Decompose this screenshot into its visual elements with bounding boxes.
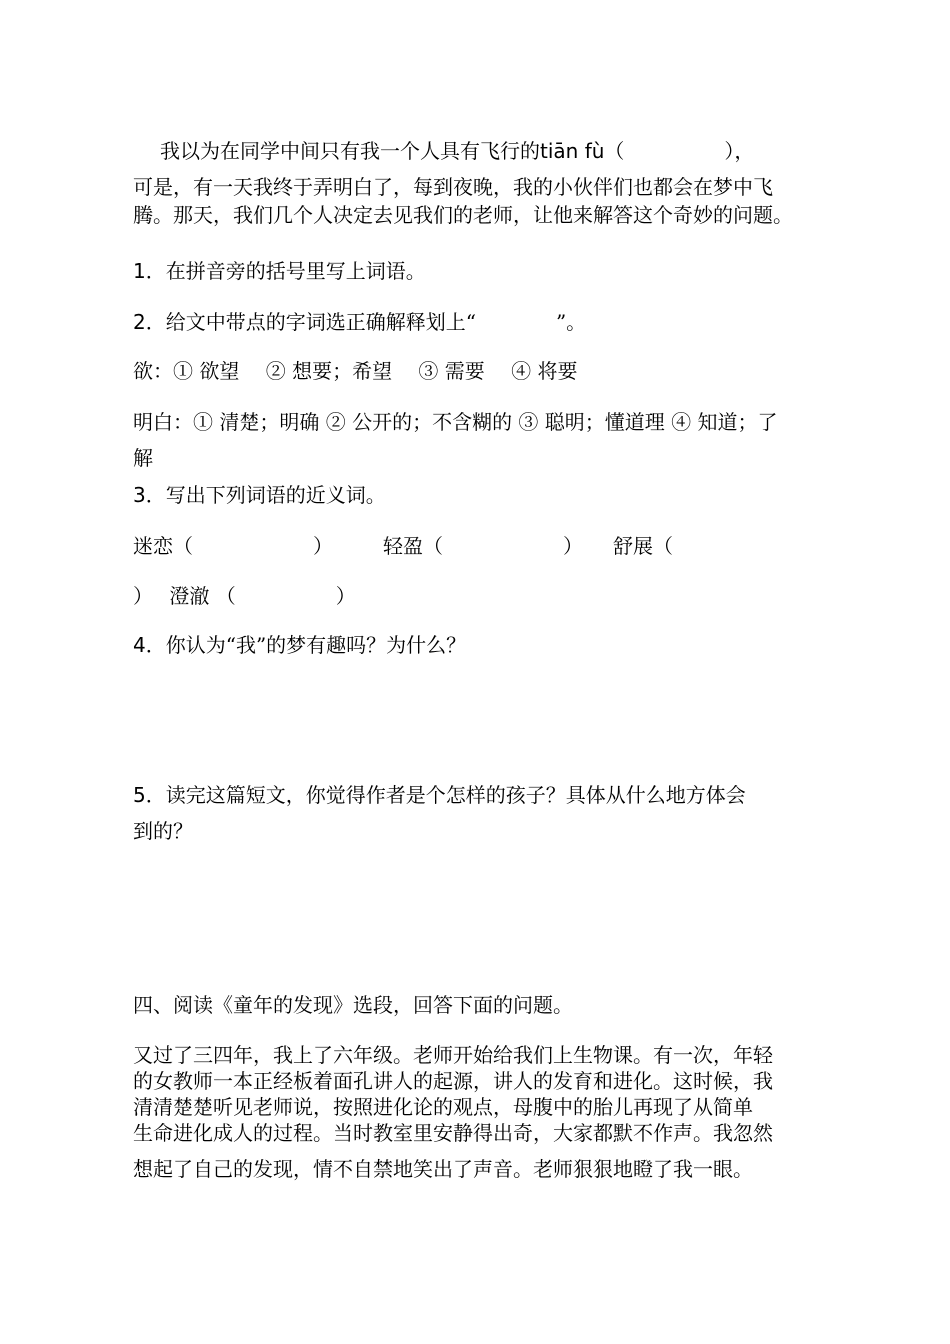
section4-line2: 的女教师一本正经板着面孔讲人的起源，讲人的发育和进化。这时候，我 <box>133 1069 773 1093</box>
question-2 <box>133 309 586 335</box>
question-text: ．给文中带点的字词选正确解释划上“ ”。 <box>145 310 587 334</box>
question-number: 4 <box>133 633 146 657</box>
question-5-cont: 到的？ <box>133 819 193 843</box>
question-text: ．在拼音旁的括号里写上词语。 <box>145 259 426 283</box>
question-number: 5 <box>133 783 146 807</box>
paren-close: ）， <box>724 139 755 163</box>
question-number: 2 <box>133 310 146 334</box>
section4-heading: 四、阅读《童年的发现》选段，回答下面的问题。 <box>133 993 573 1017</box>
passage1-line3: 腾。那天，我们几个人决定去见我们的老师，让他来解答这个奇妙的问题。 <box>133 203 793 227</box>
mingbai-options-cont: 解 <box>133 446 153 470</box>
question-number: 1 <box>133 259 146 283</box>
question-text: ．你认为“我”的梦有趣吗？为什么？ <box>145 633 467 657</box>
passage1-line2: 可是，有一天我终于弄明白了，每到夜晚，我的小伙伴们也都会在梦中飞 <box>133 175 773 199</box>
section4-line3: 清清楚楚听见老师说，按照进化论的观点，母腹中的胎儿再现了从简单 <box>133 1095 753 1119</box>
question-text: ．读完这篇短文，你觉得作者是个怎样的孩子？具体从什么地方体会 <box>145 783 746 807</box>
question-number: 3 <box>133 483 146 507</box>
question-1 <box>133 258 426 284</box>
synonym-line2: ） 澄澈 （ ） <box>133 584 356 608</box>
passage1-line1 <box>160 138 754 164</box>
mingbai-options: 明白：① 清楚；明确 ② 公开的；不含糊的 ③ 聪明；懂道理 ④ 知道；了 <box>133 410 778 434</box>
section4-line4: 生命进化成人的过程。当时教室里安静得出奇，大家都默不作声。我忽然 <box>133 1121 773 1145</box>
paren-open: （ <box>604 139 625 163</box>
synonym-line1: 迷恋（ ） 轻盈（ ） 舒展（ <box>133 534 673 558</box>
question-5 <box>133 782 746 808</box>
pinyin-tianfu: tiān fù <box>540 139 605 163</box>
question-text: ．写出下列词语的近义词。 <box>145 483 386 507</box>
section4-line1: 又过了三四年，我上了六年级。老师开始给我们上生物课。有一次，年轻 <box>133 1043 773 1067</box>
passage1-text: 我以为在同学中间只有我一个人具有飞行的 <box>160 139 540 163</box>
yu-options: 欲：① 欲望 ② 想要；希望 ③ 需要 ④ 将要 <box>133 359 578 383</box>
question-3 <box>133 482 386 508</box>
question-4 <box>133 632 466 658</box>
section4-line5: 想起了自己的发现，情不自禁地笑出了声音。老师狠狠地瞪了我一眼。 <box>133 1157 753 1181</box>
